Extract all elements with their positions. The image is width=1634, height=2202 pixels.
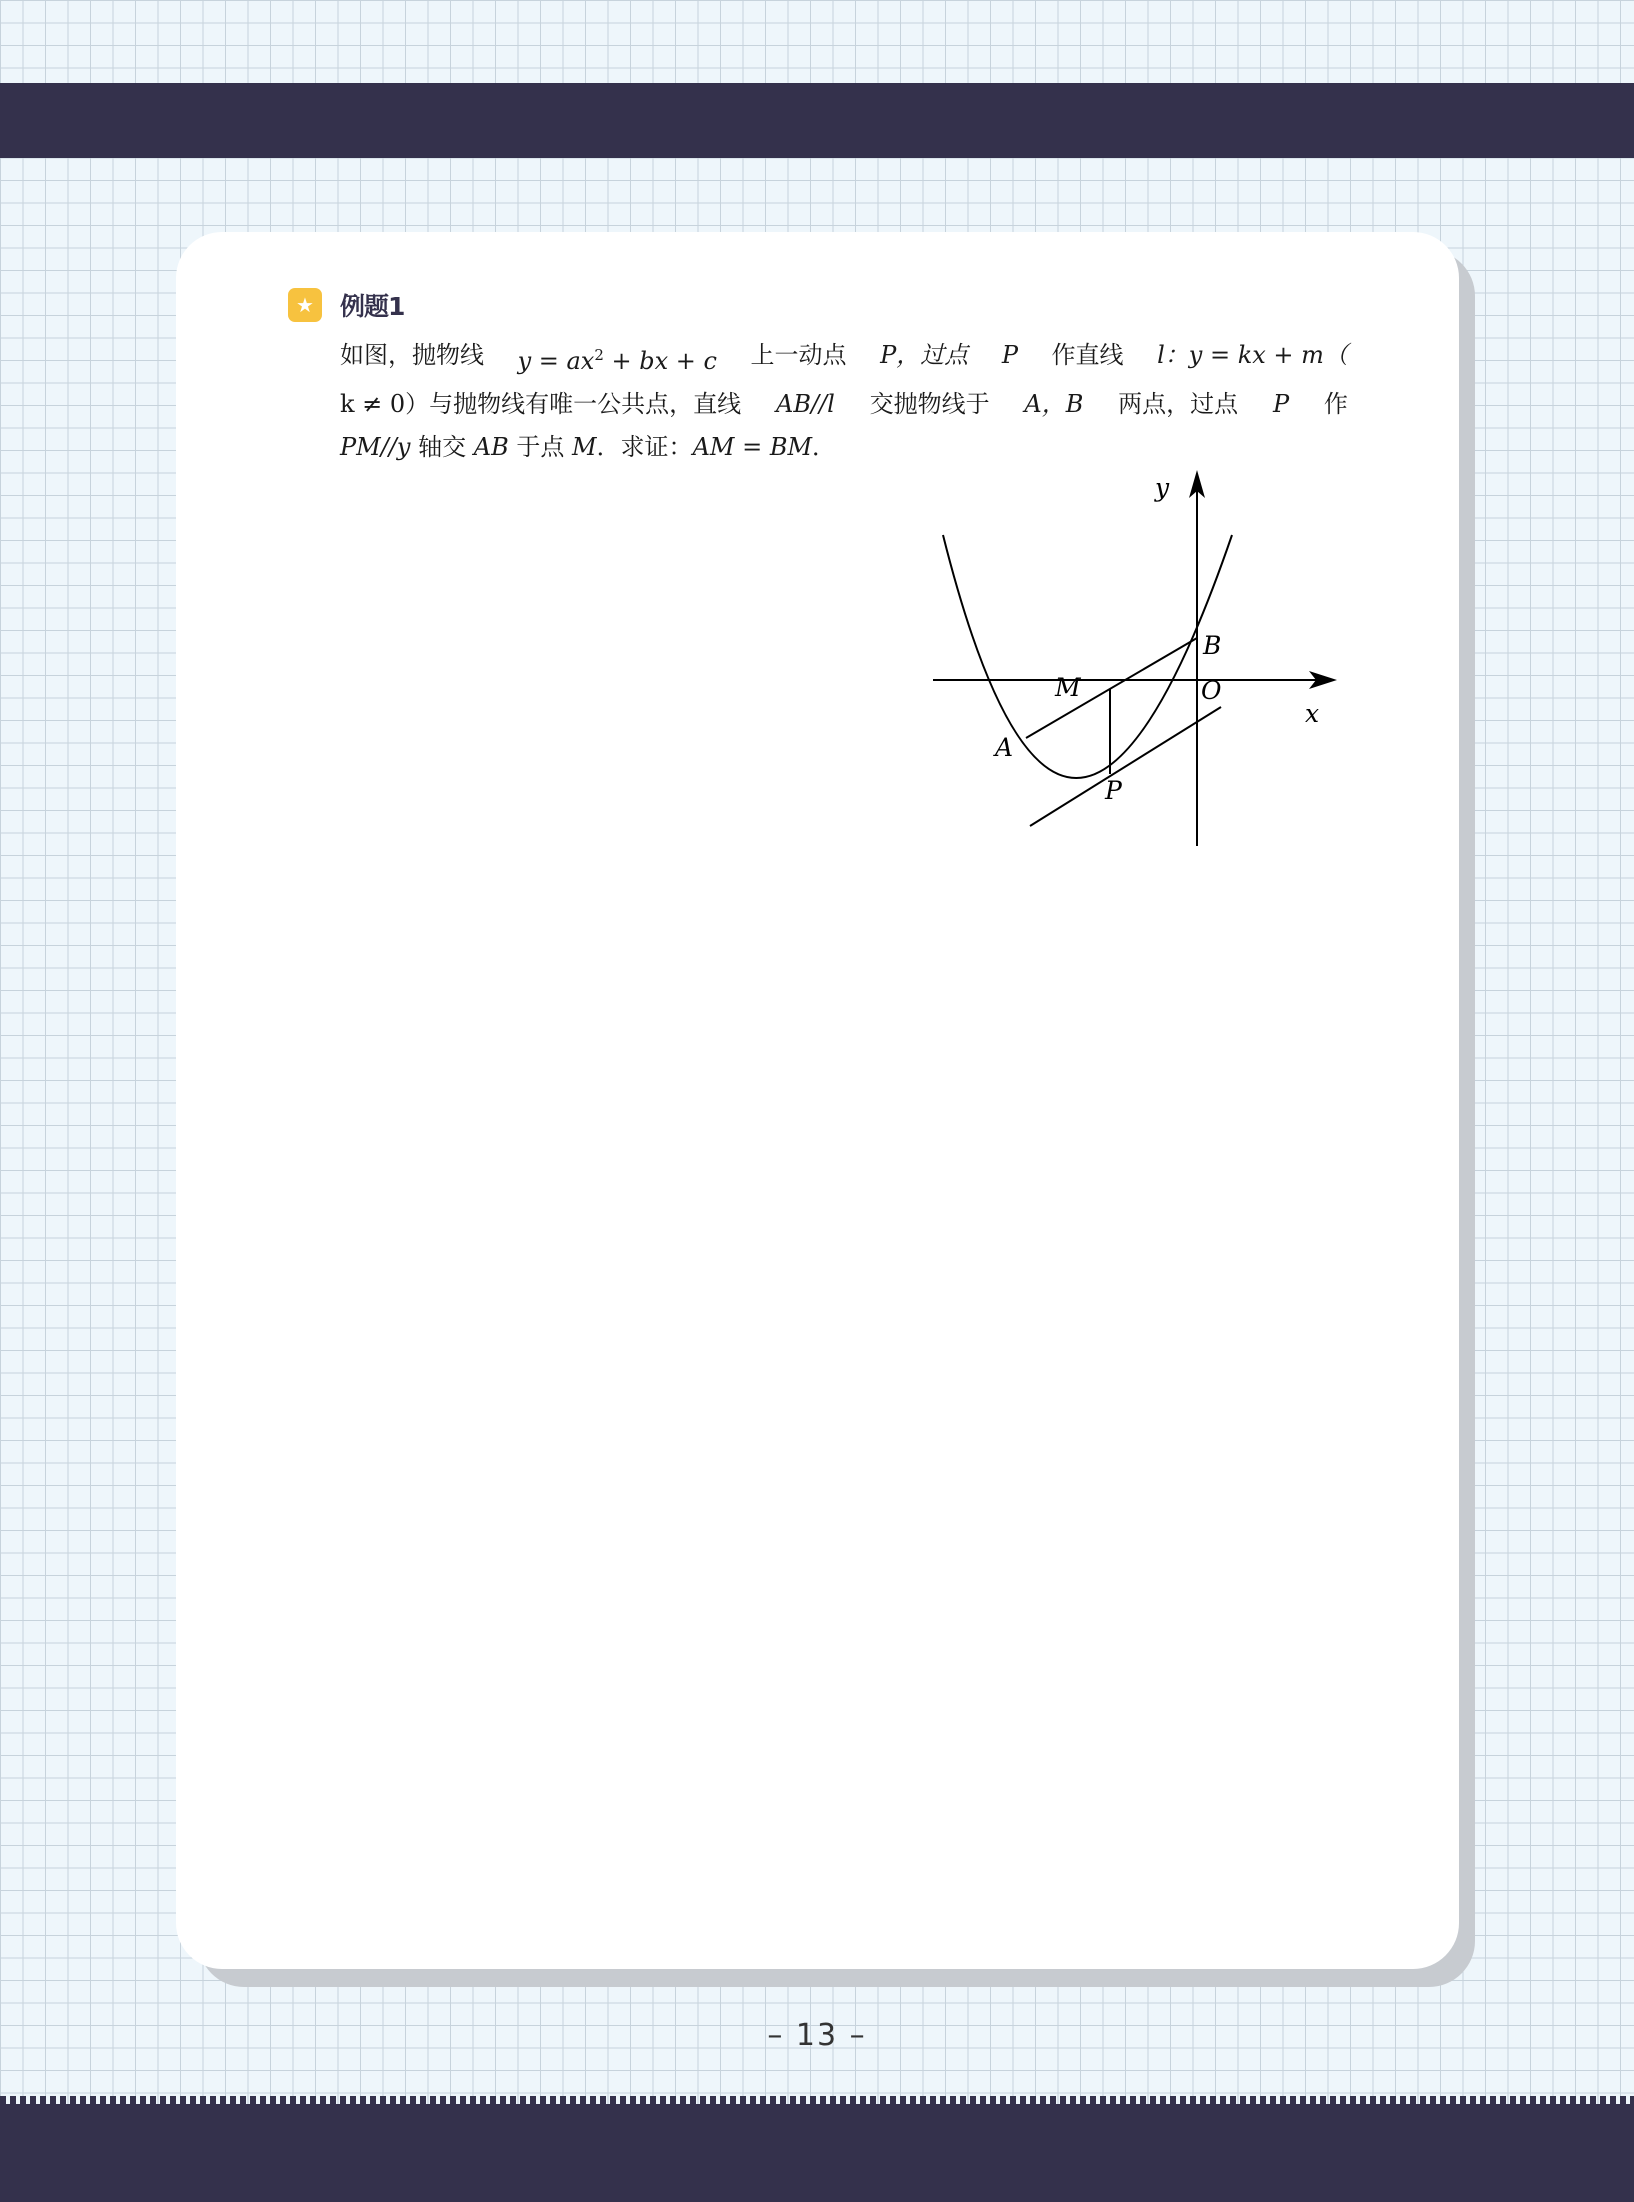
- tangent-line-l: [1030, 707, 1221, 826]
- parabola-curve: [943, 535, 1232, 778]
- problem-line-3: PM//y 轴交 AB 于点 M ．求证： AM = BM ．: [340, 433, 837, 461]
- label-a: A: [995, 733, 1014, 762]
- label-x: x: [1305, 699, 1320, 728]
- parabola-figure: [925, 460, 1345, 855]
- problem-line-1: 如图，抛物线 $y = ax^2$ + bx + c 上一动点 P，过点 P 作直线 l：y = kx + m（: [340, 341, 1348, 375]
- example-title: 例题1: [340, 292, 405, 321]
- page-number: – 13 –: [767, 2018, 867, 2053]
- bottom-band: [0, 2104, 1634, 2202]
- label-m: M: [1055, 673, 1081, 702]
- chord-ab: [1026, 638, 1197, 738]
- star-icon: ★: [288, 288, 322, 322]
- top-band: [0, 83, 1634, 158]
- bottom-dash-border: [0, 2096, 1634, 2104]
- label-o: O: [1201, 676, 1222, 705]
- label-b: B: [1203, 631, 1222, 660]
- label-p: P: [1105, 776, 1122, 805]
- figure-svg: [925, 460, 1345, 855]
- problem-line-2: k ≠ 0）与抛物线有唯一公共点，直线 AB//l 交抛物线于 A，B 两点，过点 P 作: [340, 390, 1348, 418]
- problem-text: [340, 334, 1348, 469]
- example-header: [288, 288, 404, 322]
- label-y: y: [1155, 473, 1170, 502]
